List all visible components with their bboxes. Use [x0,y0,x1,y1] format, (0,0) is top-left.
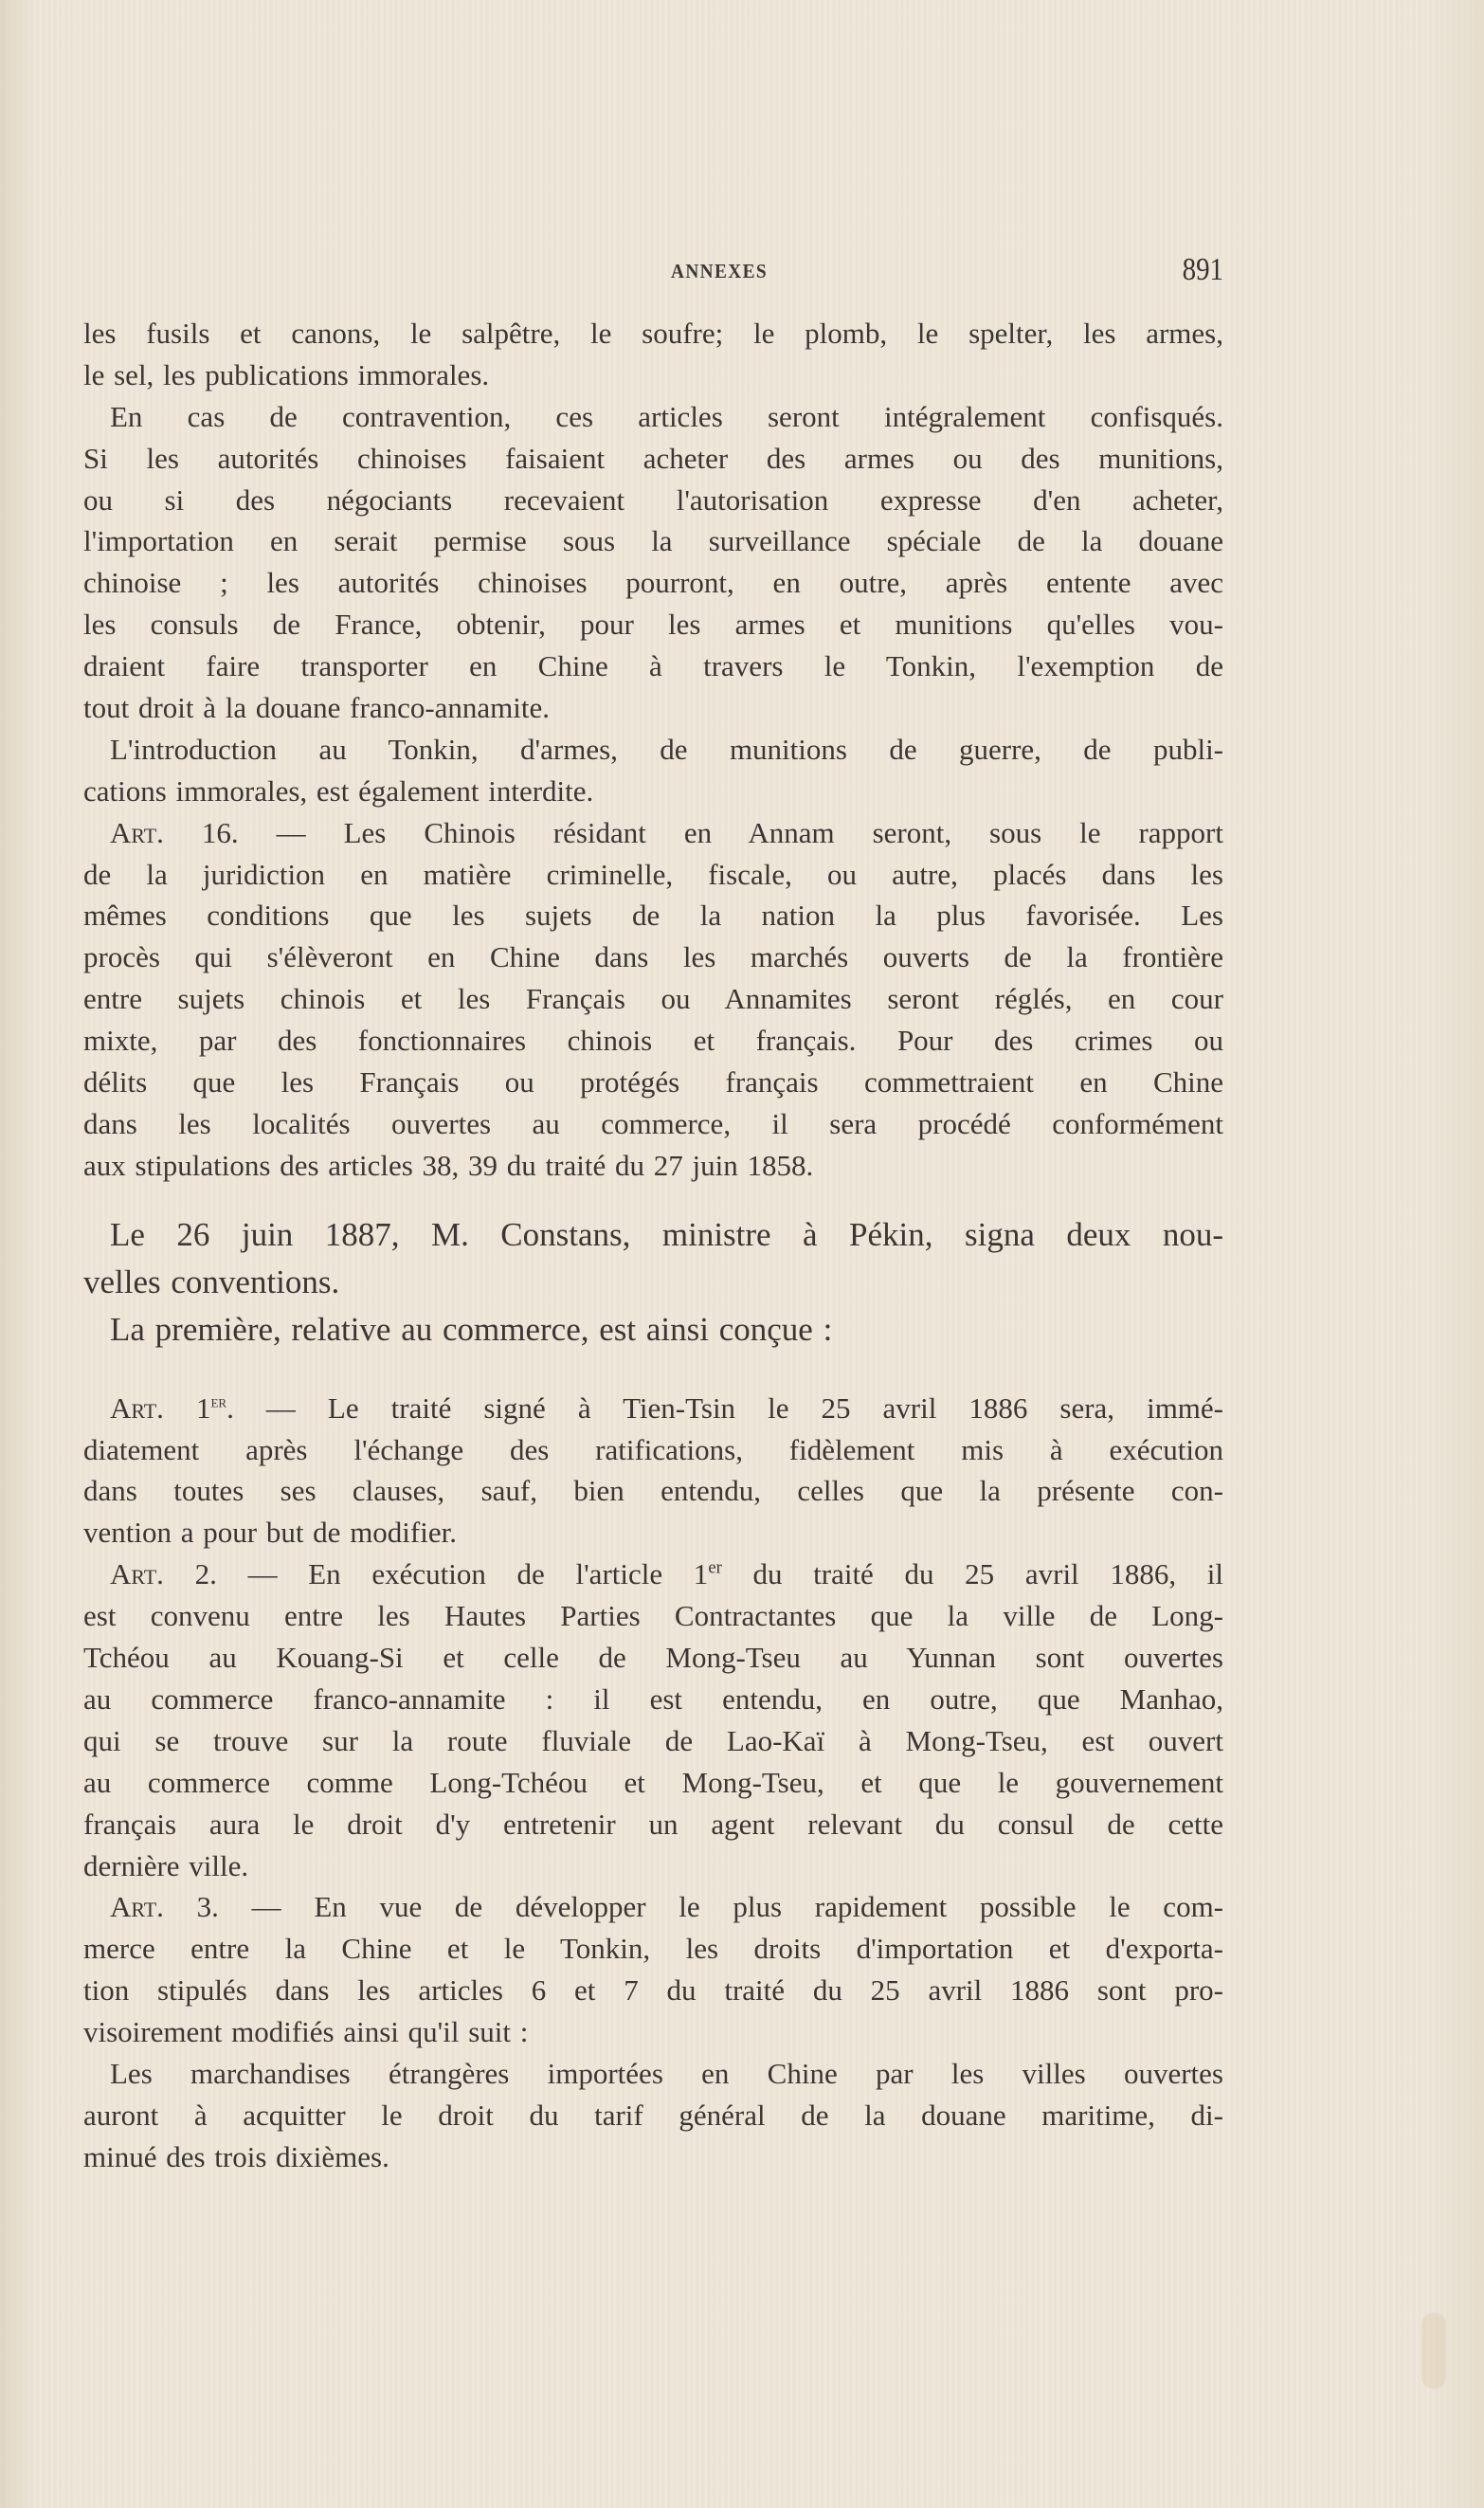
text-line: Art. 1er. — Le traité signé à Tien-Tsin le 25 avril 1886 sera, immé- [110,1390,1224,1425]
text-line: français aura le droit d'y entretenir un agent relevant du consul de cette [83,1807,1223,1841]
text-line: minué des trois dixièmes. [83,2139,389,2173]
text-line: Art. 2. — En exécution de l'article 1er du traité du 25 avril 1886, il [110,1557,1224,1591]
article-label: Art. 3. [110,1890,219,1924]
text-line: de la juridiction en matière criminelle, fiscale, ou autre, placés dans les [83,857,1223,891]
text-line: Si les autorités chinoises faisaient acheter des armes ou des munitions, [83,441,1223,475]
text-line: diatement après l'échange des ratifications, fidèlement mis à exécution [83,1432,1223,1466]
text-line: procès qui s'élèveront en Chine dans les marchés ouverts de la frontière [83,940,1223,974]
text-line: Le 26 juin 1887, M. Constans, ministre à Pékin, signa deux nou- [110,1215,1223,1253]
article-label: Art. 1er. [110,1390,234,1425]
article-16 [83,812,1223,1187]
running-title: ANNEXES [671,260,768,282]
text-line: est convenu entre les Hautes Parties Contractantes que la ville de Long- [83,1599,1223,1633]
text-line: les fusils et canons, le salpêtre, le soufre; le plomb, le spelter, les armes, [83,317,1223,350]
text-line: L'introduction au Tonkin, d'armes, de munitions de guerre, de publi- [110,732,1223,766]
text-line: chinoise ; les autorités chinoises pourront, en outre, après entente avec [83,566,1223,600]
text-line: mixte, par des fonctionnaires chinois et français. Pour des crimes ou [83,1024,1223,1058]
text-line: l'importation en serait permise sous la surveillance spéciale de la douane [83,524,1223,558]
text-line: délits que les Français ou protégés français commettraient en Chine [83,1065,1223,1100]
text-line: au commerce comme Long-Tchéou et Mong-Tseu, et que le gouvernement [83,1765,1223,1799]
text-line: Tchéou au Kouang-Si et celle de Mong-Tseu au Yunnan sont ouvertes [83,1641,1223,1675]
text-line: les consuls de France, obtenir, pour les armes et munitions qu'elles vou- [83,608,1223,642]
article-label: Art. 16. [110,815,239,849]
text-line: tion stipulés dans les articles 6 et 7 du traité du 25 avril 1886 sont pro- [83,1973,1223,2008]
text-line: au commerce franco-annamite : il est entendu, en outre, que Manhao, [83,1681,1223,1716]
narrative-section [83,1211,1223,1354]
paragraph-introduction [83,729,1223,812]
text-line: visoirement modifiés ainsi qu'il suit : [83,2015,529,2049]
article-3 [83,1886,1223,2053]
paper-stain [1421,2313,1446,2389]
text-line: le sel, les publications immorales. [83,357,490,391]
text-line: Les marchandises étrangères importées en Chine par les villes ouvertes [110,2056,1223,2090]
text-line: entre sujets chinois et les Français ou Annamites seront réglés, en cour [83,982,1223,1016]
article-label: Art. 2. [110,1557,217,1591]
text-line: dernière ville. [83,1848,249,1882]
text-line: merce entre la Chine et le Tonkin, les droits d'importation et d'exporta- [83,1932,1223,1966]
spacer [83,1187,1223,1211]
text-line: mêmes conditions que les sujets de la nation la plus favorisée. Les [83,899,1223,933]
text-line: dans toutes ses clauses, sauf, bien entendu, celles que la présente con- [83,1474,1223,1508]
article-2 [83,1554,1223,1886]
text-line: auront à acquitter le droit du tarif général de la douane maritime, di- [83,2098,1223,2132]
paragraph-marchandises [83,2053,1223,2178]
text-line: En cas de contravention, ces articles seront intégralement confisqués. [110,399,1223,433]
text-line: qui se trouve sur la route fluviale de Lao-Kaï à Mong-Tseu, est ouvert [83,1723,1223,1757]
body-text [83,313,1223,2178]
text-line: velles conventions. [83,1263,340,1300]
text-line: Art. 3. — En vue de développer le plus rapidement possible le com- [110,1890,1224,1924]
running-head [83,254,1223,288]
article-1 [83,1388,1223,1554]
text-line: aux stipulations des articles 38, 39 du traité du 27 juin 1858. [83,1148,814,1182]
paragraph-continuation [83,313,1223,396]
text-line: vention a pour but de modifier. [83,1516,457,1550]
text-line: cations immorales, est également interdite. [83,773,594,808]
paragraph-contravention [83,396,1223,729]
text-line: Art. 16. — Les Chinois résidant en Annam seront, sous le rapport [110,815,1223,849]
text-line: dans les localités ouvertes au commerce, il sera procédé conformément [83,1106,1223,1140]
page-number: 891 [1182,252,1223,287]
text-line: La première, relative au commerce, est ainsi conçue : [110,1310,833,1348]
spacer [83,1354,1223,1388]
text-line: draient faire transporter en Chine à travers le Tonkin, l'exemption de [83,649,1223,683]
text-line: ou si des négociants recevaient l'autorisation expresse d'en acheter, [83,482,1223,517]
text-line: tout droit à la douane franco-annamite. [83,691,551,725]
